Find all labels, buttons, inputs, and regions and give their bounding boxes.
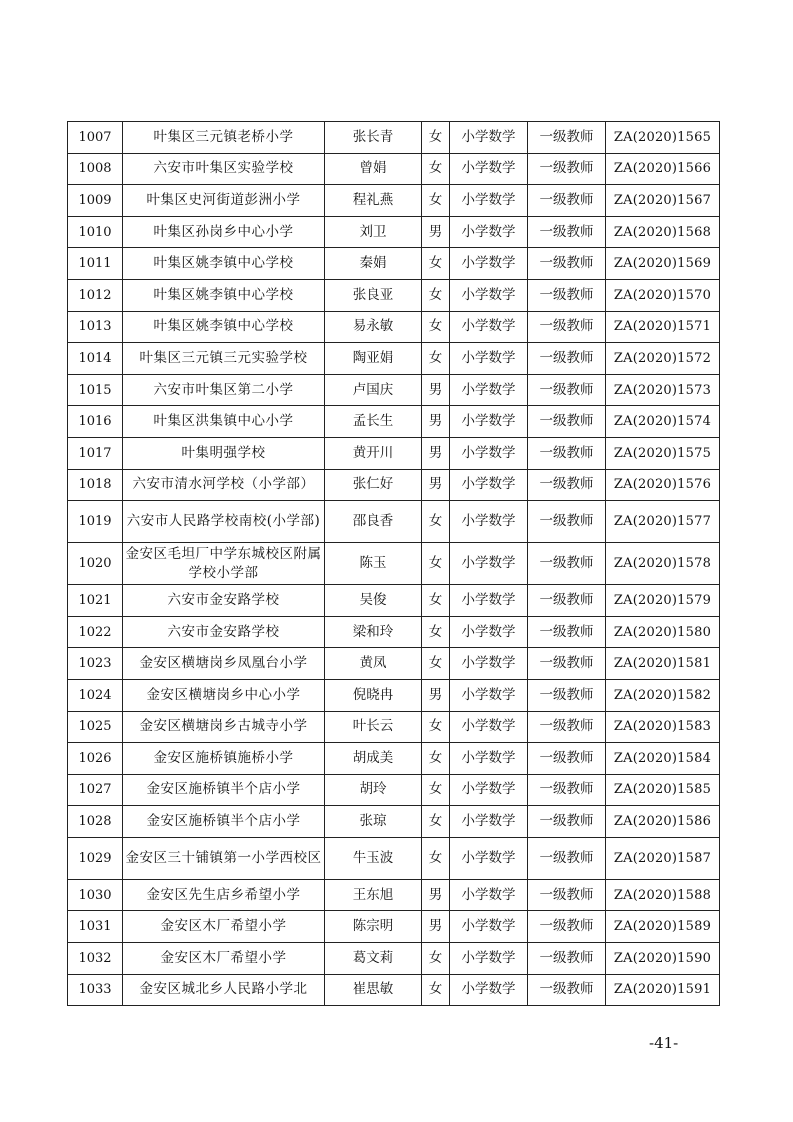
table-row — [68, 911, 720, 943]
subject-cell: 小学数学 — [450, 879, 528, 911]
teacher-name-cell: 孟长生 — [325, 406, 422, 438]
subject-cell: 小学数学 — [450, 469, 528, 501]
certificate-number-cell: ZA(2020)1590 — [606, 943, 720, 975]
title-cell: 一级教师 — [528, 585, 606, 617]
subject-cell: 小学数学 — [450, 185, 528, 217]
serial-number-cell: 1018 — [68, 469, 123, 501]
certificate-number-cell: ZA(2020)1573 — [606, 374, 720, 406]
school-cell: 金安区横塘岗乡古城寺小学 — [123, 711, 325, 743]
certificate-number-cell: ZA(2020)1591 — [606, 974, 720, 1006]
teacher-name-cell: 胡玲 — [325, 774, 422, 806]
gender-cell: 男 — [422, 879, 450, 911]
page-number: -41- — [649, 1034, 679, 1052]
subject-cell: 小学数学 — [450, 616, 528, 648]
title-cell: 一级教师 — [528, 911, 606, 943]
gender-cell: 女 — [422, 943, 450, 975]
table-row — [68, 374, 720, 406]
table-row — [68, 743, 720, 775]
school-cell: 金安区施桥镇半个店小学 — [123, 806, 325, 838]
teacher-name-cell: 吴俊 — [325, 585, 422, 617]
serial-number-cell: 1014 — [68, 343, 123, 375]
school-cell: 叶集区姚李镇中心学校 — [123, 248, 325, 280]
certificate-number-cell: ZA(2020)1567 — [606, 185, 720, 217]
certificate-number-cell: ZA(2020)1580 — [606, 616, 720, 648]
roster-sheet — [67, 121, 719, 1006]
serial-number-cell: 1024 — [68, 679, 123, 711]
gender-cell: 男 — [422, 437, 450, 469]
serial-number-cell: 1031 — [68, 911, 123, 943]
title-cell: 一级教师 — [528, 974, 606, 1006]
certificate-number-cell: ZA(2020)1587 — [606, 837, 720, 879]
school-cell: 六安市人民路学校南校(小学部) — [123, 501, 325, 543]
certificate-number-cell: ZA(2020)1565 — [606, 122, 720, 154]
subject-cell: 小学数学 — [450, 943, 528, 975]
table-row — [68, 837, 720, 879]
certificate-number-cell: ZA(2020)1585 — [606, 774, 720, 806]
serial-number-cell: 1011 — [68, 248, 123, 280]
school-cell: 金安区木厂希望小学 — [123, 943, 325, 975]
subject-cell: 小学数学 — [450, 806, 528, 838]
title-cell: 一级教师 — [528, 216, 606, 248]
school-cell: 叶集区史河街道彭洲小学 — [123, 185, 325, 217]
teacher-name-cell: 刘卫 — [325, 216, 422, 248]
teacher-name-cell: 黄凤 — [325, 648, 422, 680]
table-row — [68, 943, 720, 975]
school-cell: 叶集区姚李镇中心学校 — [123, 311, 325, 343]
serial-number-cell: 1028 — [68, 806, 123, 838]
certificate-number-cell: ZA(2020)1588 — [606, 879, 720, 911]
teacher-name-cell: 曾娟 — [325, 153, 422, 185]
subject-cell: 小学数学 — [450, 437, 528, 469]
serial-number-cell: 1008 — [68, 153, 123, 185]
school-cell: 金安区横塘岗乡凤凰台小学 — [123, 648, 325, 680]
school-cell: 金安区先生店乡希望小学 — [123, 879, 325, 911]
table-row — [68, 216, 720, 248]
serial-number-cell: 1019 — [68, 501, 123, 543]
title-cell: 一级教师 — [528, 343, 606, 375]
certificate-number-cell: ZA(2020)1579 — [606, 585, 720, 617]
gender-cell: 男 — [422, 216, 450, 248]
subject-cell: 小学数学 — [450, 837, 528, 879]
subject-cell: 小学数学 — [450, 911, 528, 943]
teacher-name-cell: 张良亚 — [325, 279, 422, 311]
table-row — [68, 616, 720, 648]
certificate-number-cell: ZA(2020)1570 — [606, 279, 720, 311]
subject-cell: 小学数学 — [450, 216, 528, 248]
gender-cell: 女 — [422, 585, 450, 617]
certificate-number-cell: ZA(2020)1577 — [606, 501, 720, 543]
title-cell: 一级教师 — [528, 837, 606, 879]
school-cell: 叶集明强学校 — [123, 437, 325, 469]
teacher-name-cell: 王东旭 — [325, 879, 422, 911]
title-cell: 一级教师 — [528, 279, 606, 311]
title-cell: 一级教师 — [528, 153, 606, 185]
subject-cell: 小学数学 — [450, 374, 528, 406]
teacher-name-cell: 秦娟 — [325, 248, 422, 280]
certificate-number-cell: ZA(2020)1566 — [606, 153, 720, 185]
serial-number-cell: 1020 — [68, 543, 123, 585]
school-cell: 金安区毛坦厂中学东城校区附属学校小学部 — [123, 543, 325, 585]
table-row — [68, 311, 720, 343]
school-cell: 六安市金安路学校 — [123, 616, 325, 648]
subject-cell: 小学数学 — [450, 279, 528, 311]
school-cell: 金安区城北乡人民路小学北 — [123, 974, 325, 1006]
title-cell: 一级教师 — [528, 122, 606, 154]
school-cell: 六安市叶集区实验学校 — [123, 153, 325, 185]
teacher-name-cell: 胡成美 — [325, 743, 422, 775]
subject-cell: 小学数学 — [450, 311, 528, 343]
school-cell: 叶集区姚李镇中心学校 — [123, 279, 325, 311]
title-cell: 一级教师 — [528, 469, 606, 501]
gender-cell: 女 — [422, 974, 450, 1006]
table-row — [68, 406, 720, 438]
serial-number-cell: 1012 — [68, 279, 123, 311]
serial-number-cell: 1017 — [68, 437, 123, 469]
table-row — [68, 879, 720, 911]
subject-cell: 小学数学 — [450, 406, 528, 438]
certificate-number-cell: ZA(2020)1576 — [606, 469, 720, 501]
gender-cell: 女 — [422, 122, 450, 154]
teacher-name-cell: 黄开川 — [325, 437, 422, 469]
school-cell: 金安区木厂希望小学 — [123, 911, 325, 943]
school-cell: 金安区横塘岗乡中心小学 — [123, 679, 325, 711]
title-cell: 一级教师 — [528, 616, 606, 648]
teacher-name-cell: 易永敏 — [325, 311, 422, 343]
certificate-number-cell: ZA(2020)1589 — [606, 911, 720, 943]
table-row — [68, 343, 720, 375]
serial-number-cell: 1010 — [68, 216, 123, 248]
gender-cell: 女 — [422, 543, 450, 585]
gender-cell: 男 — [422, 374, 450, 406]
serial-number-cell: 1013 — [68, 311, 123, 343]
title-cell: 一级教师 — [528, 806, 606, 838]
subject-cell: 小学数学 — [450, 743, 528, 775]
gender-cell: 男 — [422, 679, 450, 711]
serial-number-cell: 1021 — [68, 585, 123, 617]
school-cell: 金安区施桥镇半个店小学 — [123, 774, 325, 806]
school-cell: 叶集区孙岗乡中心小学 — [123, 216, 325, 248]
table-row — [68, 543, 720, 585]
table-row — [68, 185, 720, 217]
table-row — [68, 974, 720, 1006]
gender-cell: 女 — [422, 806, 450, 838]
school-cell: 金安区施桥镇施桥小学 — [123, 743, 325, 775]
table-row — [68, 248, 720, 280]
school-cell: 六安市清水河学校（小学部） — [123, 469, 325, 501]
certificate-number-cell: ZA(2020)1569 — [606, 248, 720, 280]
school-cell: 叶集区三元镇老桥小学 — [123, 122, 325, 154]
title-cell: 一级教师 — [528, 879, 606, 911]
gender-cell: 女 — [422, 648, 450, 680]
table-row — [68, 279, 720, 311]
table-row — [68, 501, 720, 543]
teacher-name-cell: 卢国庆 — [325, 374, 422, 406]
teacher-name-cell: 葛文莉 — [325, 943, 422, 975]
title-cell: 一级教师 — [528, 248, 606, 280]
gender-cell: 女 — [422, 343, 450, 375]
subject-cell: 小学数学 — [450, 122, 528, 154]
gender-cell: 女 — [422, 743, 450, 775]
serial-number-cell: 1030 — [68, 879, 123, 911]
certificate-number-cell: ZA(2020)1583 — [606, 711, 720, 743]
serial-number-cell: 1007 — [68, 122, 123, 154]
table-row — [68, 806, 720, 838]
title-cell: 一级教师 — [528, 437, 606, 469]
roster-body — [68, 122, 720, 1006]
title-cell: 一级教师 — [528, 711, 606, 743]
title-cell: 一级教师 — [528, 648, 606, 680]
subject-cell: 小学数学 — [450, 343, 528, 375]
teacher-name-cell: 梁和玲 — [325, 616, 422, 648]
teacher-name-cell: 叶长云 — [325, 711, 422, 743]
table-row — [68, 679, 720, 711]
certificate-number-cell: ZA(2020)1581 — [606, 648, 720, 680]
serial-number-cell: 1022 — [68, 616, 123, 648]
teacher-name-cell: 张琼 — [325, 806, 422, 838]
title-cell: 一级教师 — [528, 743, 606, 775]
gender-cell: 男 — [422, 406, 450, 438]
serial-number-cell: 1009 — [68, 185, 123, 217]
subject-cell: 小学数学 — [450, 248, 528, 280]
serial-number-cell: 1032 — [68, 943, 123, 975]
teacher-name-cell: 陈宗明 — [325, 911, 422, 943]
serial-number-cell: 1023 — [68, 648, 123, 680]
teacher-name-cell: 陶亚娟 — [325, 343, 422, 375]
subject-cell: 小学数学 — [450, 153, 528, 185]
teacher-roster-table — [67, 121, 720, 1006]
subject-cell: 小学数学 — [450, 585, 528, 617]
school-cell: 六安市叶集区第二小学 — [123, 374, 325, 406]
table-row — [68, 469, 720, 501]
table-row — [68, 648, 720, 680]
serial-number-cell: 1029 — [68, 837, 123, 879]
teacher-name-cell: 倪晓冉 — [325, 679, 422, 711]
gender-cell: 女 — [422, 501, 450, 543]
serial-number-cell: 1026 — [68, 743, 123, 775]
teacher-name-cell: 张仁好 — [325, 469, 422, 501]
teacher-name-cell: 邵良香 — [325, 501, 422, 543]
serial-number-cell: 1027 — [68, 774, 123, 806]
gender-cell: 女 — [422, 248, 450, 280]
table-row — [68, 585, 720, 617]
serial-number-cell: 1033 — [68, 974, 123, 1006]
school-cell: 叶集区洪集镇中心小学 — [123, 406, 325, 438]
title-cell: 一级教师 — [528, 501, 606, 543]
school-cell: 金安区三十铺镇第一小学西校区 — [123, 837, 325, 879]
gender-cell: 女 — [422, 616, 450, 648]
teacher-name-cell: 崔思敏 — [325, 974, 422, 1006]
certificate-number-cell: ZA(2020)1571 — [606, 311, 720, 343]
teacher-name-cell: 张长青 — [325, 122, 422, 154]
subject-cell: 小学数学 — [450, 974, 528, 1006]
certificate-number-cell: ZA(2020)1575 — [606, 437, 720, 469]
subject-cell: 小学数学 — [450, 648, 528, 680]
serial-number-cell: 1016 — [68, 406, 123, 438]
certificate-number-cell: ZA(2020)1578 — [606, 543, 720, 585]
certificate-number-cell: ZA(2020)1574 — [606, 406, 720, 438]
title-cell: 一级教师 — [528, 406, 606, 438]
subject-cell: 小学数学 — [450, 543, 528, 585]
gender-cell: 男 — [422, 469, 450, 501]
gender-cell: 女 — [422, 837, 450, 879]
school-cell: 六安市金安路学校 — [123, 585, 325, 617]
certificate-number-cell: ZA(2020)1584 — [606, 743, 720, 775]
table-row — [68, 122, 720, 154]
certificate-number-cell: ZA(2020)1586 — [606, 806, 720, 838]
table-row — [68, 711, 720, 743]
title-cell: 一级教师 — [528, 774, 606, 806]
serial-number-cell: 1015 — [68, 374, 123, 406]
gender-cell: 女 — [422, 774, 450, 806]
certificate-number-cell: ZA(2020)1568 — [606, 216, 720, 248]
subject-cell: 小学数学 — [450, 774, 528, 806]
certificate-number-cell: ZA(2020)1572 — [606, 343, 720, 375]
subject-cell: 小学数学 — [450, 711, 528, 743]
table-row — [68, 437, 720, 469]
certificate-number-cell: ZA(2020)1582 — [606, 679, 720, 711]
table-row — [68, 153, 720, 185]
title-cell: 一级教师 — [528, 185, 606, 217]
title-cell: 一级教师 — [528, 311, 606, 343]
serial-number-cell: 1025 — [68, 711, 123, 743]
gender-cell: 女 — [422, 185, 450, 217]
gender-cell: 女 — [422, 279, 450, 311]
gender-cell: 女 — [422, 711, 450, 743]
title-cell: 一级教师 — [528, 679, 606, 711]
school-cell: 叶集区三元镇三元实验学校 — [123, 343, 325, 375]
title-cell: 一级教师 — [528, 543, 606, 585]
teacher-name-cell: 陈玉 — [325, 543, 422, 585]
subject-cell: 小学数学 — [450, 501, 528, 543]
gender-cell: 女 — [422, 311, 450, 343]
title-cell: 一级教师 — [528, 943, 606, 975]
title-cell: 一级教师 — [528, 374, 606, 406]
subject-cell: 小学数学 — [450, 679, 528, 711]
table-row — [68, 774, 720, 806]
teacher-name-cell: 牛玉波 — [325, 837, 422, 879]
gender-cell: 女 — [422, 153, 450, 185]
teacher-name-cell: 程礼燕 — [325, 185, 422, 217]
gender-cell: 男 — [422, 911, 450, 943]
